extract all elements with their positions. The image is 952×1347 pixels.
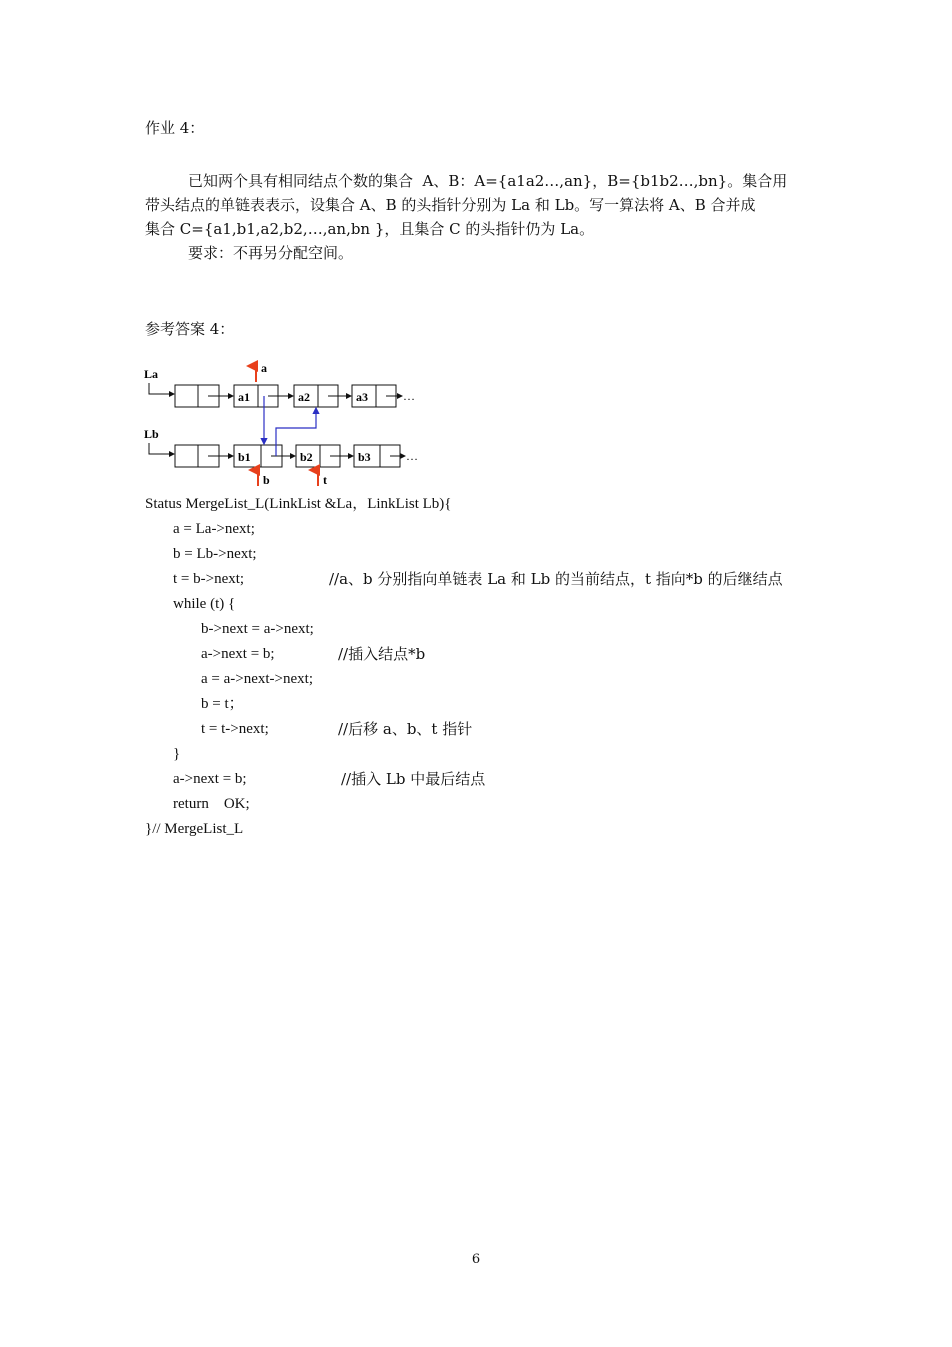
code-comment-7: //插入结点*b [338,645,426,663]
code-line-end: }// MergeList_L [145,821,244,837]
code-line-12: a->next = b; [173,771,247,787]
code-line-signature: Status MergeList_L(LinkList &La，LinkList Lb){ [145,496,452,512]
pointer-t-label: t [323,473,327,487]
svg-text:b3: b3 [358,450,371,464]
lb-head-arrow [149,443,174,454]
row-b-ellipsis: … [406,449,418,463]
code-line-close-while: } [173,746,181,762]
code-line-10: t = t->next; [201,721,269,737]
la-head-arrow [149,383,174,394]
svg-text:a2: a2 [298,390,310,404]
pointer-a-label: a [261,361,267,375]
code-comment-12: //插入 Lb 中最后结点 [341,770,486,788]
svg-text:b1: b1 [238,450,251,464]
code-comment-4: //a、b 分别指向单链表 La 和 Lb 的当前结点，t 指向*b 的后继结点 [329,570,783,588]
requirement-line: 要求：不再另分配空间。 [188,244,354,262]
linked-list-diagram [140,360,440,488]
code-line-2: a = La->next; [173,521,255,537]
svg-text:a1: a1 [238,390,250,404]
code-line-7: a->next = b; [201,646,275,662]
la-label: La [144,367,159,381]
page-number: 6 [471,1252,481,1267]
problem-line-1: 已知两个具有相同结点个数的集合 A、B：A={a1a2…,an}，B={b1b2…,bn}。集合用 [188,172,788,190]
code-comment-10: //后移 a、b、t 指针 [338,720,473,738]
problem-line-3: 集合 C={a1,b1,a2,b2,…,an,bn }，且集合 C 的头指针仍为 La。 [145,220,595,238]
code-line-9: b = t； [201,696,244,712]
answer-heading: 参考答案 4： [145,320,235,338]
code-line-3: b = Lb->next; [173,546,257,562]
pointer-b-label: b [263,473,270,487]
svg-text:b2: b2 [300,450,313,464]
code-line-4: t = b->next; [173,571,245,587]
row-a-ellipsis: … [403,389,415,403]
svg-text:a3: a3 [356,390,368,404]
code-line-return: return OK; [173,796,250,812]
code-line-8: a = a->next->next; [201,671,314,687]
exercise-heading: 作业 4： [145,119,205,137]
code-line-while: while (t) { [173,596,236,612]
problem-line-2: 带头结点的单链表表示，设集合 A、B 的头指针分别为 La 和 Lb。写一算法将 A、B 合并成 [145,196,756,214]
code-line-6: b->next = a->next; [201,621,314,637]
lb-label: Lb [144,427,159,441]
